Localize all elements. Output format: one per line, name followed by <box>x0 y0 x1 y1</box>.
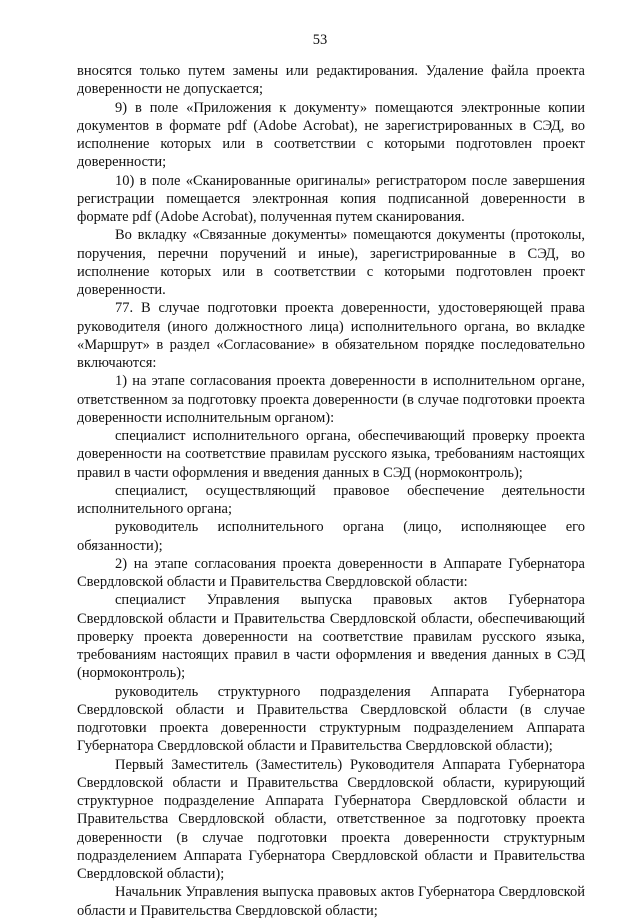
paragraph-continuation: вносятся только путем замены или редактирования. Удаление файла проекта доверенности не допускается; <box>77 63 585 98</box>
paragraph-stage-2-deputy: Первый Заместитель (Заместитель) Руководителя Аппарата Губернатора Свердловской области и Правительства Свердловской области, курирующий структурное подразделение Аппарата Губернатора Свердловской области и Правительства Свердловской области, ответственное за подготовку проекта доверенности (в случае подготовки проекта доверенности структурным подразделением Аппарата Губернатора Свердловской области и Правительства Свердловской области); <box>77 756 585 882</box>
paragraph-stage-1: 1) на этапе согласования проекта доверенности в исполнительном органе, ответственном за подготовку проекта доверенности (в случае подготовки проекта доверенности исполнительным органом): <box>77 373 585 426</box>
paragraph-item-10: 10) в поле «Сканированные оригиналы» регистратором после завершения регистрации помещается электронная копия подписанной доверенности в формате pdf (Adobe Acrobat), полученная путем сканирования. <box>77 172 585 225</box>
paragraph-related-documents: Во вкладку «Связанные документы» помещаются документы (протоколы, поручения, перечни поручений и иные), зарегистрированные в СЭД, во исполнение которых или в соответствии с которыми подготовлен проект доверенности. <box>77 227 585 298</box>
paragraph-stage-1-normcontrol: специалист исполнительного органа, обеспечивающий проверку проекта доверенности на соответствие правилам русского языка, требованиям настоящих правил в части оформления и введения данных в СЭД (нормоконтроль); <box>77 428 585 481</box>
page-number: 53 <box>312 32 328 48</box>
paragraph-item-9: 9) в поле «Приложения к документу» помещаются электронные копии документов в формате pdf (Adobe Acrobat), не зарегистрированных в СЭД, во исполнение которых или в соответствии с которыми подготовлен проект доверенности; <box>77 99 585 171</box>
paragraph-stage-2-normcontrol: специалист Управления выпуска правовых актов Губернатора Свердловской области и Правительства Свердловской области, обеспечивающий проверку проекта доверенности на соответствие правилам русского языка, требованиям настоящих правил в части оформления и введения данных в СЭД (нормоконтроль); <box>77 592 585 682</box>
paragraph-stage-1-head: руководитель исполнительного органа (лицо, исполняющее его обязанности); <box>77 519 585 554</box>
document-body <box>77 62 585 920</box>
paragraph-stage-1-legal: специалист, осуществляющий правовое обеспечение деятельности исполнительного органа; <box>77 482 585 517</box>
paragraph-stage-2-unit-head: руководитель структурного подразделения Аппарата Губернатора Свердловской области и Правительства Свердловской области (в случае подготовки проекта доверенности структурным подразделением Аппарата Губернатора Свердловской области и Правительства Свердловской области); <box>77 683 585 755</box>
paragraph-clause-77: 77. В случае подготовки проекта доверенности, удостоверяющей права руководителя (иного должностного лица) исполнительного органа, во вкладке «Маршрут» в раздел «Согласование» в обязательном порядке последовательно включаются: <box>77 300 585 371</box>
paragraph-stage-2: 2) на этапе согласования проекта доверенности в Аппарате Губернатора Свердловской области и Правительства Свердловской области: <box>77 555 585 590</box>
paragraph-stage-2-chief: Начальник Управления выпуска правовых актов Губернатора Свердловской области и Правительства Свердловской области; <box>77 884 585 919</box>
